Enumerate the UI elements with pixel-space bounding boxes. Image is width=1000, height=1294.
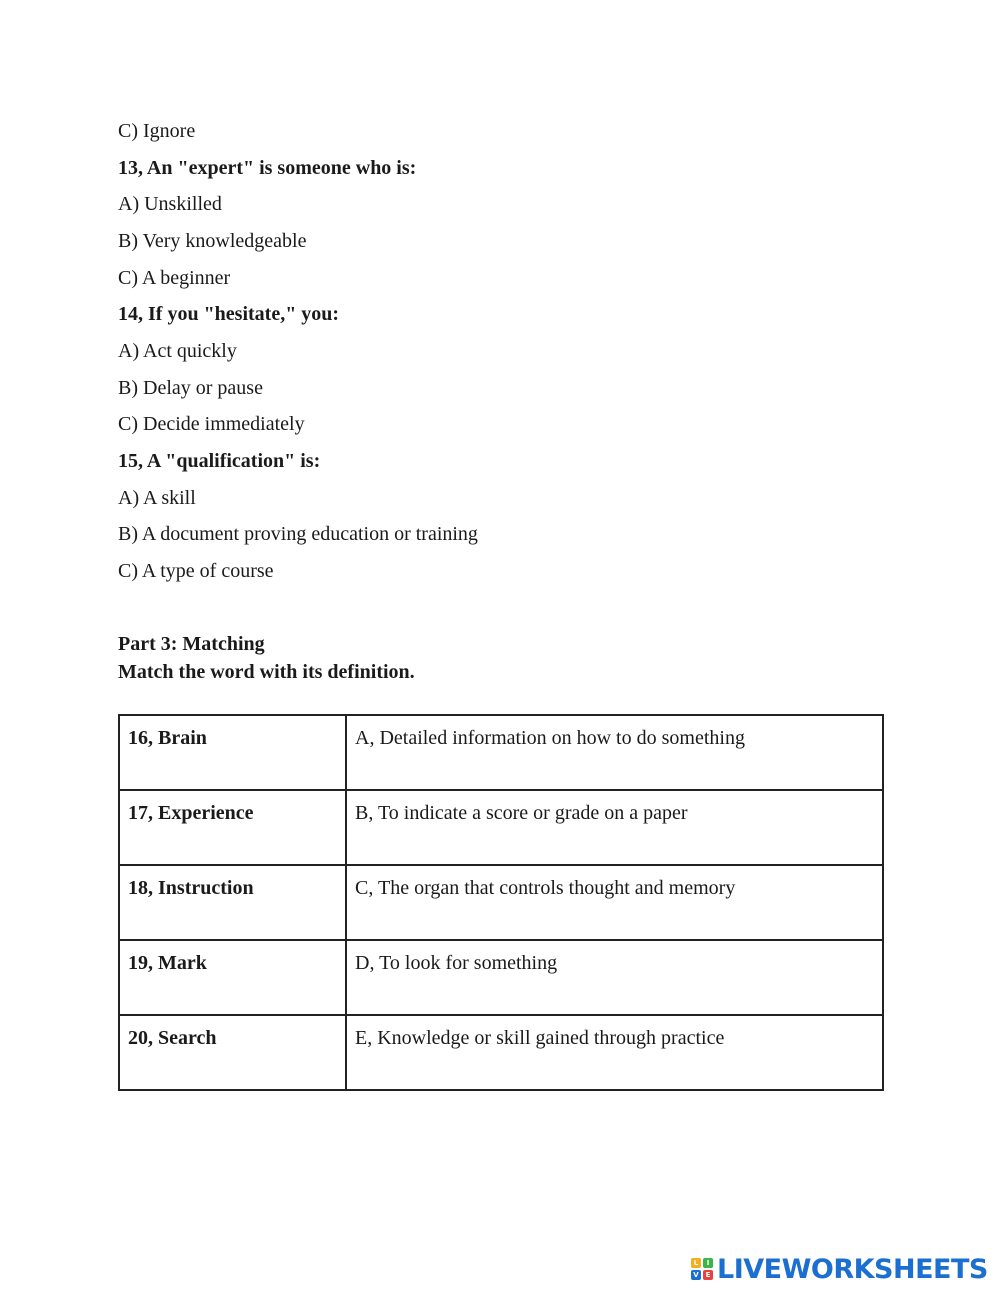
q15-option-a: A) A skill — [118, 487, 196, 509]
part3-instruction: Match the word with its definition. — [118, 661, 415, 683]
q15-prompt: 15, A "qualification" is: — [118, 450, 321, 472]
match-definition: D, To look for something — [346, 940, 883, 1015]
match-definition: C, The organ that controls thought and memory — [346, 865, 883, 940]
match-word: 19, Mark — [119, 940, 346, 1015]
match-definition: B, To indicate a score or grade on a paper — [346, 790, 883, 865]
match-word: 17, Experience — [119, 790, 346, 865]
q14-option-a: A) Act quickly — [118, 340, 237, 362]
q12-option-c: C) Ignore — [118, 120, 196, 142]
logo-tile: E — [703, 1270, 713, 1280]
match-definition: E, Knowledge or skill gained through practice — [346, 1015, 883, 1090]
logo-tile: L — [691, 1258, 701, 1268]
q13-option-b: B) Very knowledgeable — [118, 230, 307, 252]
q13-option-a: A) Unskilled — [118, 193, 222, 215]
q13-option-c: C) A beginner — [118, 267, 231, 289]
q15-option-b: B) A document proving education or training — [118, 523, 478, 545]
match-word: 20, Search — [119, 1015, 346, 1090]
matching-table — [118, 714, 884, 1091]
q14-prompt: 14, If you "hesitate," you: — [118, 303, 340, 325]
q14-option-c: C) Decide immediately — [118, 413, 305, 435]
match-word: 18, Instruction — [119, 865, 346, 940]
part3-title: Part 3: Matching — [118, 633, 265, 655]
table-row — [119, 865, 883, 940]
table-row — [119, 940, 883, 1015]
q13-prompt: 13, An "expert" is someone who is: — [118, 157, 417, 179]
table-row — [119, 715, 883, 790]
match-word: 16, Brain — [119, 715, 346, 790]
logo-text: LIVEWORKSHEETS — [717, 1253, 988, 1285]
table-row — [119, 790, 883, 865]
table-row — [119, 1015, 883, 1090]
match-definition: A, Detailed information on how to do something — [346, 715, 883, 790]
liveworksheets-logo — [691, 1252, 988, 1286]
q15-option-c: C) A type of course — [118, 560, 274, 582]
q14-option-b: B) Delay or pause — [118, 377, 263, 399]
logo-tile: V — [691, 1270, 701, 1280]
logo-tiles-icon — [691, 1258, 713, 1280]
logo-tile: I — [703, 1258, 713, 1268]
